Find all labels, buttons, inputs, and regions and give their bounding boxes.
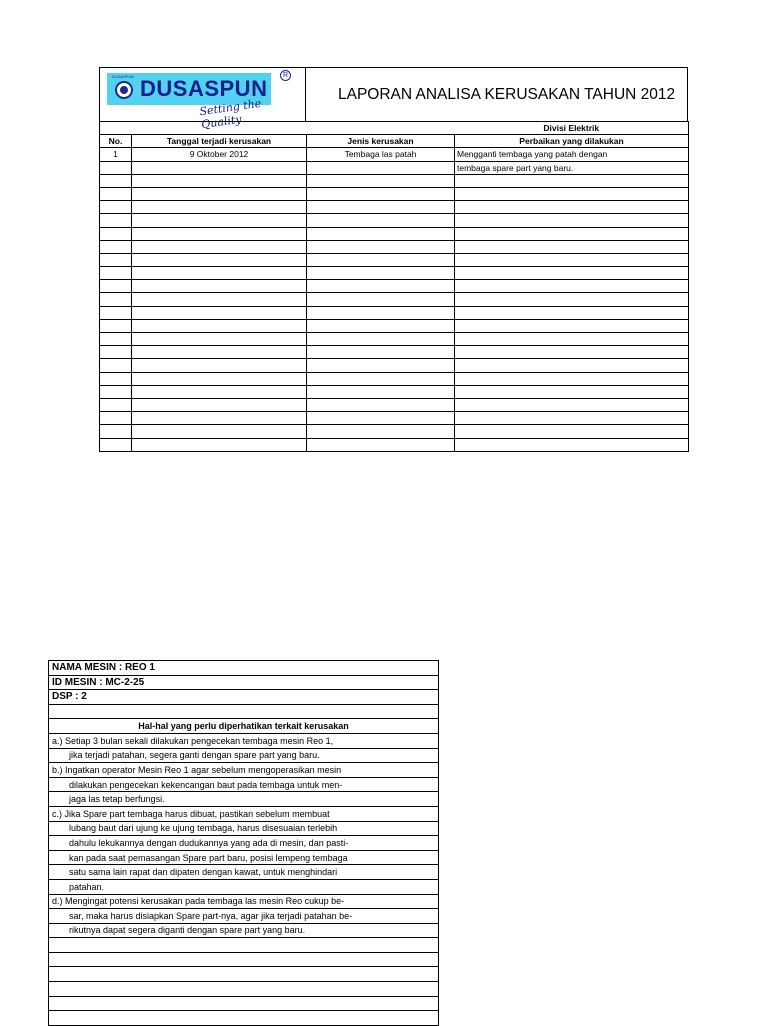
empty-note-row [49,982,439,997]
cell-no [100,161,132,174]
note-line: d.) Mengingat potensi kerusakan pada tembaga las mesin Reo cukup be- [49,894,439,909]
empty-table-row [100,306,689,319]
note-line: satu sama lain rapat dan dipaten dengan kawat, untuk menghindari [49,865,439,880]
empty-table-row [100,346,689,359]
table-header-row [100,135,689,148]
column-header-date: Tanggal terjadi kerusakan [132,135,307,148]
cell-date [132,161,307,174]
logo-tagline: Setting the Quality [198,96,262,132]
report-title: LAPORAN ANALISA KERUSAKAN TAHUN 2012 [338,86,676,103]
empty-table-row [100,253,689,266]
cell-no: 1 [100,148,132,161]
empty-table-row [100,319,689,332]
empty-table-row [100,333,689,346]
empty-table-row [100,438,689,451]
blank-row [49,704,439,719]
note-line: a.) Setiap 3 bulan sekali dilakukan pengecekan tembaga mesin Reo 1, [49,733,439,748]
logo-cell [100,68,306,132]
empty-note-row [49,952,439,967]
machine-id: ID MESIN : MC-2-25 [49,675,439,690]
note-line: sar, maka harus disiapkan Spare part-nya, agar jika terjadi patahan be- [49,909,439,924]
damage-table [99,121,689,452]
empty-note-row [49,938,439,953]
empty-table-row [100,187,689,200]
cell-date: 9 Oktober 2012 [132,148,307,161]
column-header-damage-type: Jenis kerusakan [307,135,455,148]
empty-note-row [49,996,439,1011]
notes-title: Hal-hal yang perlu diperhatikan terkait kerusakan [49,719,439,734]
empty-note-row [49,967,439,982]
empty-table-row [100,280,689,293]
empty-table-row [100,214,689,227]
column-header-no: No. [100,135,132,148]
empty-table-row [100,201,689,214]
machine-name: NAMA MESIN : REO 1 [49,661,439,676]
cell-repair: Mengganti tembaga yang patah dengan [455,148,689,161]
note-line: c.) Jika Spare part tembaga harus dibuat, pastikan sebelum membuat [49,806,439,821]
empty-table-row [100,412,689,425]
note-line: jaga las tetap berfungsi. [49,792,439,807]
empty-table-row [100,385,689,398]
table-row [100,148,689,161]
note-line: kan pada saat pemasangan Spare part baru, posisi lempeng tembaga [49,850,439,865]
logo-mark-text: DUSASPUN [112,74,135,79]
table-row [100,161,689,174]
empty-table-row [100,267,689,280]
empty-table-row [100,359,689,372]
machine-info-table [48,660,439,1026]
note-line: b.) Ingatkan operator Mesin Reo 1 agar sebelum mengoperasikan mesin [49,763,439,778]
machine-dsp: DSP : 2 [49,690,439,705]
note-line: dahulu lekukannya dengan dudukannya yang ada di mesin, dan pasti- [49,836,439,851]
note-line: dilakukan pengecekan kekencangan baut pada tembaga untuk men- [49,777,439,792]
empty-table-row [100,174,689,187]
division-row [100,122,689,135]
logo-name: DUSASPUN [140,76,268,101]
cell-damage-type: Tembaga las patah [307,148,455,161]
note-line: patahan. [49,879,439,894]
registered-mark-icon: R [280,70,291,81]
note-line: jika terjadi patahan, segera ganti dengan spare part yang baru. [49,748,439,763]
empty-table-row [100,372,689,385]
division-label: Divisi Elektrik [455,122,689,135]
column-header-repair: Perbaikan yang dilakukan [455,135,689,148]
note-line: rikutnya dapat segera diganti dengan spare part yang baru. [49,923,439,938]
empty-table-row [100,425,689,438]
empty-table-row [100,398,689,411]
note-line: lubang baut dari ujung ke ujung tembaga, harus disesuaian terlebih [49,821,439,836]
empty-table-row [100,293,689,306]
cell-damage-type [307,161,455,174]
empty-note-row [49,1011,439,1026]
logo-emblem-icon [115,81,133,99]
empty-table-row [100,240,689,253]
cell-repair: tembaga spare part yang baru. [455,161,689,174]
empty-table-row [100,227,689,240]
